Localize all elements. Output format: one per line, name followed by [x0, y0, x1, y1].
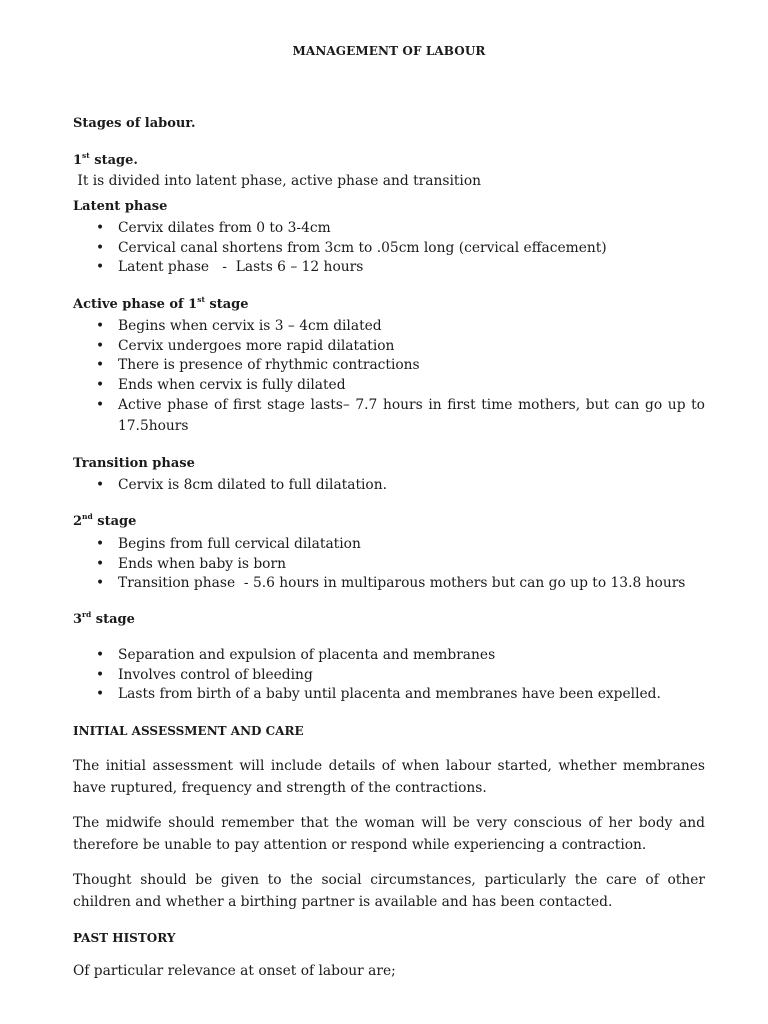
stage2-heading [73, 512, 705, 532]
initial-assessment-heading: INITIAL ASSESSMENT AND CARE [73, 724, 304, 738]
past-history-intro: Of particular relevance at onset of labour are; [73, 963, 396, 979]
list-item-text: Cervix undergoes more rapid dilatation [118, 337, 395, 354]
list-item [73, 666, 705, 686]
list-item-text: Cervical canal shortens from 3cm to .05cm long (cervical effacement) [118, 239, 607, 256]
stage1-label: stage. [89, 153, 138, 168]
bullet-icon: • [96, 666, 105, 683]
bullet-icon: • [96, 376, 105, 393]
list-item [73, 219, 705, 239]
stage1-intro: It is divided into latent phase, active phase and transition [73, 173, 482, 189]
list-item-text: There is presence of rhythmic contractions [118, 357, 420, 373]
bullet-icon: • [96, 220, 105, 236]
list-item [73, 337, 705, 357]
stage2-list [73, 535, 705, 594]
list-item-text: Transition phase - 5.6 hours in multiparous mothers but can go up to 13.8 hours [118, 575, 686, 591]
latent-heading: Latent phase [73, 199, 168, 214]
bullet-icon: • [96, 686, 105, 702]
transition-list [73, 476, 705, 496]
list-item-text: Ends when cervix is fully dilated [118, 376, 346, 393]
bullet-icon: • [96, 536, 105, 552]
initial-paragraph-3: Thought should be given to the social circumstances, particularly the care of other children and whether a birthing partner is available and has been contacted. [73, 872, 705, 910]
list-item [73, 317, 705, 337]
bullet-icon: • [96, 259, 105, 275]
document-title: MANAGEMENT OF LABOUR [292, 44, 486, 58]
list-item [73, 239, 705, 259]
list-item [73, 535, 705, 555]
list-item [73, 476, 705, 496]
stage1-suffix: st [82, 151, 90, 160]
list-item [73, 685, 705, 705]
list-item [73, 646, 705, 666]
list-item [73, 555, 705, 575]
bullet-icon: • [96, 357, 105, 373]
past-history-heading: PAST HISTORY [73, 931, 176, 945]
list-item [73, 395, 705, 437]
stage3-suffix: rd [82, 610, 92, 619]
bullet-icon: • [96, 575, 105, 591]
list-item-text: Lasts from birth of a baby until placenta and membranes have been expelled. [118, 686, 661, 702]
list-item-text: Begins when cervix is 3 – 4cm dilated [118, 318, 382, 334]
list-item-text: Cervix is 8cm dilated to full dilatation. [118, 477, 387, 493]
list-item [73, 376, 705, 396]
list-item-text: Begins from full cervical dilatation [118, 536, 361, 552]
list-item [73, 356, 705, 376]
active-heading [73, 295, 705, 315]
active-heading-label: stage [204, 297, 249, 312]
active-heading-text: Active phase of 1 [73, 297, 198, 312]
bullet-icon: • [96, 477, 105, 493]
list-item-text: Latent phase - Lasts 6 – 12 hours [118, 259, 364, 275]
list-item [73, 574, 705, 594]
initial-paragraph-1: The initial assessment will include details of when labour started, whether membranes have ruptured, frequency and strength of the contractions. [73, 758, 705, 796]
bullet-icon: • [96, 318, 105, 334]
stage3-list [73, 646, 705, 705]
bullet-icon: • [96, 555, 105, 572]
transition-heading: Transition phase [73, 456, 195, 471]
stage2-suffix: nd [82, 512, 93, 521]
list-item-text: Ends when baby is born [118, 555, 286, 572]
initial-paragraph-2: The midwife should remember that the woman will be very conscious of her body and therefore be unable to pay attention or respond while experiencing a contraction. [73, 815, 705, 853]
list-item-text: Separation and expulsion of placenta and membranes [118, 647, 496, 663]
list-item-text: Active phase of first stage lasts– 7.7 hours in first time mothers, but can go up to 17.5hours [118, 397, 705, 434]
stage2-number: 2 [73, 514, 83, 529]
latent-list [73, 219, 705, 278]
bullet-icon: • [96, 647, 105, 663]
list-item-text: Involves control of bleeding [118, 666, 313, 683]
stage2-label: stage [92, 514, 137, 529]
stages-heading: Stages of labour. [73, 116, 196, 131]
stage1-number: 1 [73, 153, 83, 168]
stage3-label: stage [91, 612, 135, 627]
list-item-text: Cervix dilates from 0 to 3-4cm [118, 220, 331, 236]
active-list [73, 317, 705, 437]
stage1-heading [73, 151, 705, 171]
stage3-number: 3 [73, 612, 83, 627]
active-heading-suffix: st [197, 295, 205, 304]
stage3-heading [73, 610, 705, 630]
bullet-icon: • [96, 337, 105, 354]
bullet-icon: • [96, 397, 105, 413]
list-item [73, 258, 705, 278]
bullet-icon: • [96, 239, 105, 256]
